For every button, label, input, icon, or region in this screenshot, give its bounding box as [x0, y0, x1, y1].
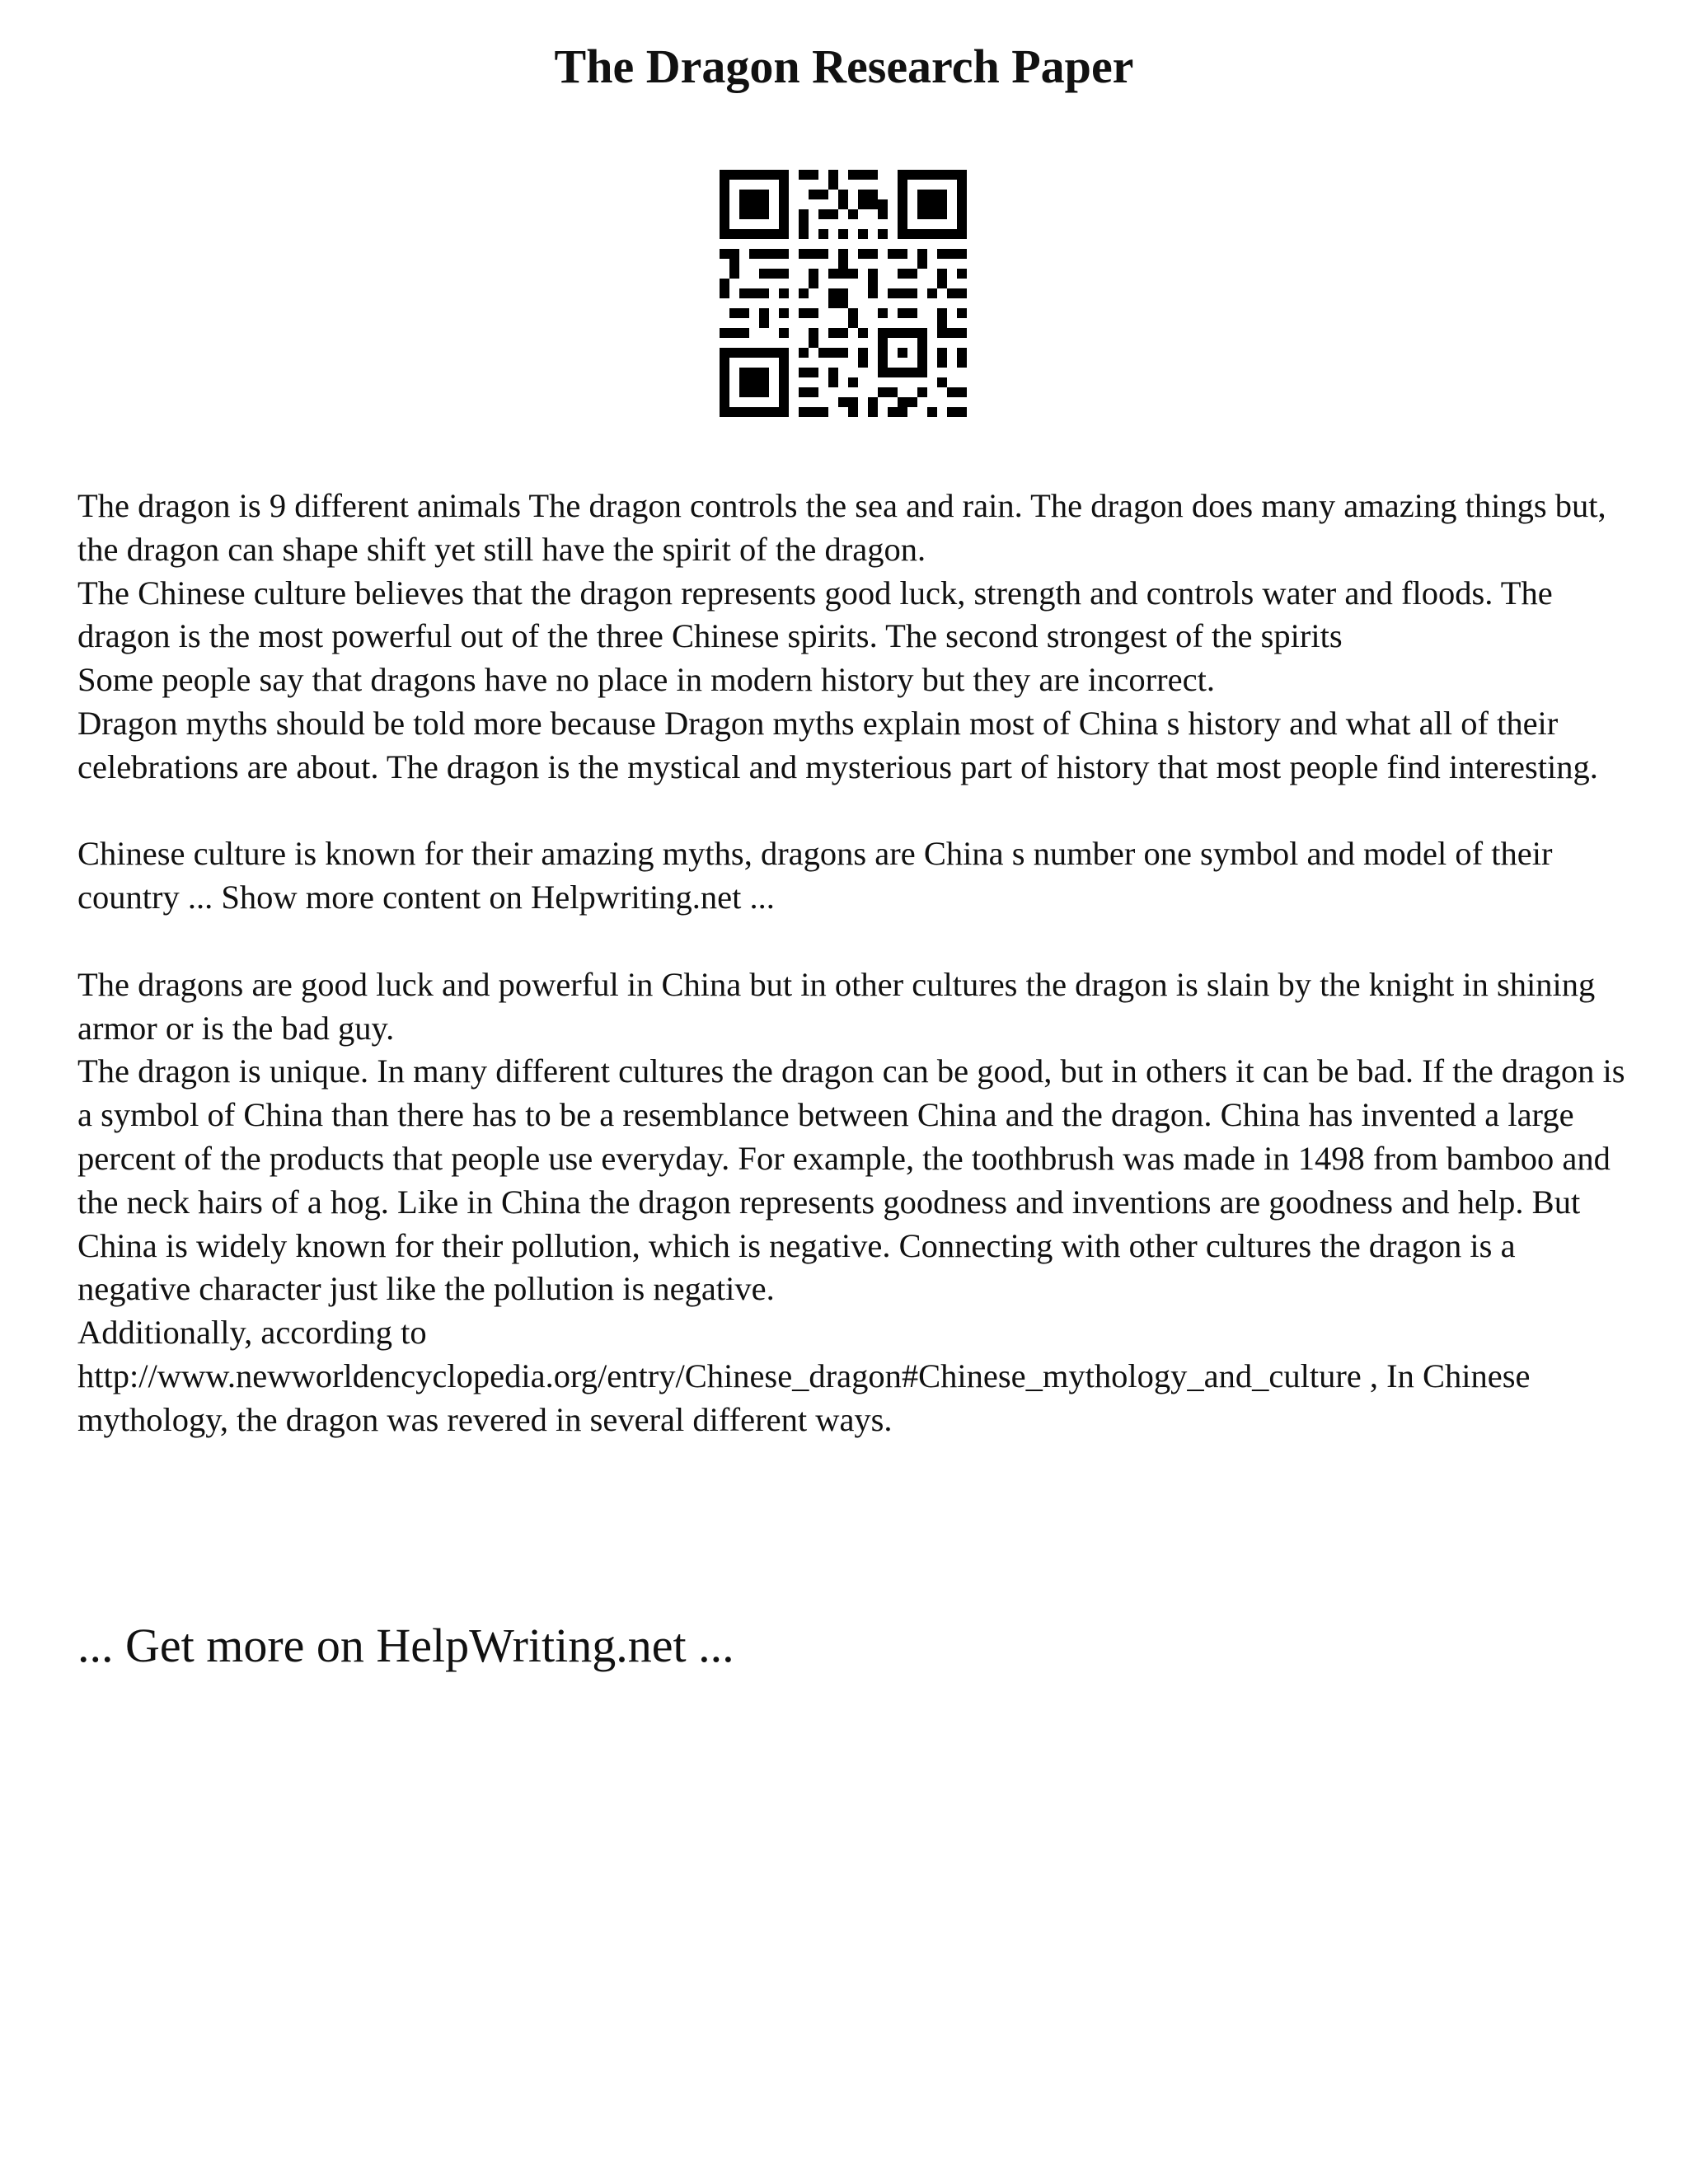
paragraph-1: The dragon is 9 different animals The dragon controls the sea and rain. The dragon does many amazing things but, the dragon can shape shift yet still have the spirit of the dragon. — [77, 487, 1606, 568]
footer-link-text: ... Get more on HelpWriting.net ... — [77, 1619, 734, 1672]
document-body — [77, 485, 1627, 1442]
paragraph-5: Chinese culture is known for their amazing myths, dragons are China s number one symbol and model of their country ... Show more content on Helpwriting.net ... — [77, 835, 1553, 916]
qr-code-icon — [720, 170, 967, 417]
paragraph-2: The Chinese culture believes that the dragon represents good luck, strength and controls water and floods. The dragon is the most powerful out of the three Chinese spirits. The second strongest of the spirits — [77, 574, 1553, 655]
document-title: The Dragon Research Paper — [554, 40, 1134, 93]
paragraph-3: Some people say that dragons have no place in modern history but they are incorrect. — [77, 661, 1215, 699]
paragraph-gap — [77, 790, 1627, 833]
paragraph-4: Dragon myths should be told more because Dragon myths explain most of China s history and what all of their celebrations are about. The dragon is the mystical and mysterious part of history that most people find interesting. — [77, 704, 1598, 785]
paragraph-7: The dragon is unique. In many different cultures the dragon can be good, but in others it can be bad. If the dragon is a symbol of China than there has to be a resemblance between China and the dragon. China has invented a large percent of the products that people use everyday. For example, the toothbrush was made in 1498 from bamboo and the neck hairs of a hog. Like in China the dragon represents goodness and inventions are goodness and help. But China is widely known for their pollution, which is negative. Connecting with other cultures the dragon is a negative character just like the pollution is negative. — [77, 1052, 1625, 1308]
paragraph-8: Additionally, according to http://www.newworldencyclopedia.org/entry/Chinese_dragon#Chinese_mythology_and_culture , In Chinese mythology, the dragon was revered in several different ways. — [77, 1314, 1531, 1438]
paragraph-gap — [77, 920, 1627, 963]
paragraph-6: The dragons are good luck and powerful in China but in other cultures the dragon is slain by the knight in shining armor or is the bad guy. — [77, 965, 1596, 1047]
